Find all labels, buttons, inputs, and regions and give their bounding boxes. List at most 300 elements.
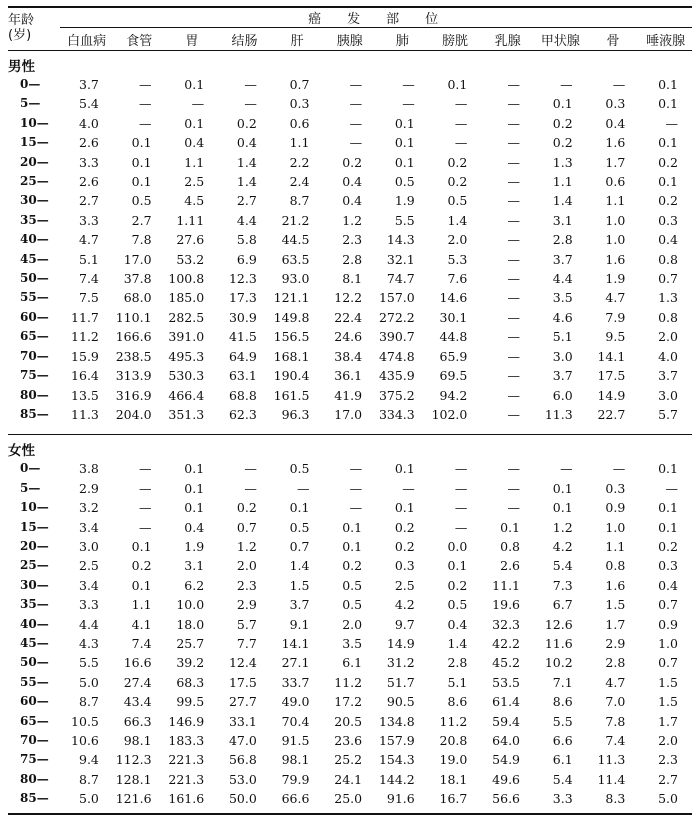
rate-cell: 43.4 xyxy=(123,694,152,710)
rate-cell: 5.1 xyxy=(79,251,99,267)
rate-cell: 4.7 xyxy=(79,232,99,248)
rate-cell: 0.6 xyxy=(605,174,626,190)
rate-cell: — xyxy=(507,309,521,325)
rate-cell: 221.3 xyxy=(168,752,205,768)
rate-cell: 5.5 xyxy=(394,212,415,228)
rate-cell: 4.7 xyxy=(605,674,626,690)
table-row xyxy=(8,153,692,172)
rate-cell: 0.4 xyxy=(342,193,363,209)
table-row xyxy=(8,537,692,556)
rate-cell: 30.1 xyxy=(439,309,468,325)
rate-cell: 14.1 xyxy=(597,348,626,364)
rate-cell: 1.1 xyxy=(184,154,205,170)
rate-cell: 0.2 xyxy=(342,154,363,170)
rate-cell: 14.9 xyxy=(597,387,626,403)
rate-cell: 14.6 xyxy=(439,290,468,306)
age-group-cell: 50— xyxy=(20,271,49,286)
rate-cell: 63.5 xyxy=(281,251,310,267)
rate-cell: 4.4 xyxy=(79,616,99,632)
rate-cell: 474.8 xyxy=(378,348,415,364)
rate-cell: — xyxy=(349,461,363,477)
age-group-cell: 20— xyxy=(20,154,49,169)
rate-cell: 0.5 xyxy=(447,597,468,613)
rate-cell: — xyxy=(507,480,521,496)
rate-cell: 14.1 xyxy=(281,635,310,651)
rate-cell: 8.6 xyxy=(447,694,468,710)
rate-cell: 5.4 xyxy=(552,771,573,787)
rate-cell: 1.0 xyxy=(605,212,626,228)
rate-cell: 121.6 xyxy=(115,791,152,807)
rate-cell: 7.3 xyxy=(552,577,573,593)
rate-cell: 5.7 xyxy=(658,406,678,422)
rate-cell: 8.6 xyxy=(552,694,573,710)
rate-cell: 2.5 xyxy=(79,558,99,574)
rate-cell: 6.7 xyxy=(552,597,573,613)
rate-cell: — xyxy=(507,212,521,228)
rate-cell: 56.8 xyxy=(228,752,257,768)
rate-cell: 33.7 xyxy=(281,674,310,690)
rate-cell: — xyxy=(507,251,521,267)
rate-cell: 2.7 xyxy=(79,193,99,209)
rate-cell: — xyxy=(665,115,678,131)
rate-cell: 435.9 xyxy=(378,368,415,384)
rate-cell: 27.4 xyxy=(123,674,152,690)
age-group-cell: 5— xyxy=(20,480,41,495)
rate-cell: 68.3 xyxy=(176,674,205,690)
rate-cell: 272.2 xyxy=(378,309,415,325)
age-group-cell: 30— xyxy=(20,193,49,208)
age-group-cell: 65— xyxy=(20,713,49,728)
rate-cell: — xyxy=(139,461,152,477)
rate-cell: 10.2 xyxy=(544,655,573,671)
age-group-cell: 10— xyxy=(20,115,49,130)
table-row xyxy=(8,308,692,327)
rate-cell: 0.1 xyxy=(131,538,152,554)
rate-cell: 0.1 xyxy=(658,96,678,112)
age-group-cell: 65— xyxy=(20,329,49,344)
rate-cell: 0.1 xyxy=(289,500,310,516)
rate-cell: 66.6 xyxy=(281,791,310,807)
rate-cell: 530.3 xyxy=(168,368,205,384)
rate-cell: 5.7 xyxy=(236,616,257,632)
rate-cell: 68.0 xyxy=(123,290,152,306)
age-group-cell: 10— xyxy=(20,500,49,515)
table-row xyxy=(8,750,692,769)
rate-cell: 204.0 xyxy=(115,406,152,422)
table-row xyxy=(8,191,692,210)
rate-cell: 0.7 xyxy=(289,538,310,554)
column-header: 食管 xyxy=(126,34,153,49)
rate-cell: 23.6 xyxy=(334,733,363,748)
rate-cell: — xyxy=(507,406,521,422)
age-group-cell: 45— xyxy=(20,251,49,266)
rate-cell: 44.8 xyxy=(439,329,468,345)
table-row xyxy=(8,518,692,537)
rate-cell: — xyxy=(402,480,415,496)
rate-cell: 7.8 xyxy=(131,232,152,248)
rate-cell: 0.5 xyxy=(394,174,415,190)
rate-cell: — xyxy=(612,77,626,92)
cancer-incidence-table xyxy=(8,6,692,815)
rate-cell: — xyxy=(507,135,521,151)
rate-cell: 6.6 xyxy=(552,733,573,748)
rate-cell: 2.7 xyxy=(131,212,152,228)
table-row xyxy=(8,595,692,614)
rate-cell: 2.9 xyxy=(79,480,99,496)
rate-cell: 49.0 xyxy=(281,694,310,710)
table-row xyxy=(8,634,692,653)
age-group-cell: 25— xyxy=(20,174,49,189)
rate-cell: 4.0 xyxy=(658,348,678,364)
age-group-cell: 15— xyxy=(20,519,49,534)
rate-cell: 3.2 xyxy=(79,500,99,516)
rate-cell: — xyxy=(507,232,521,248)
rate-cell: — xyxy=(244,77,257,92)
rate-cell: 4.4 xyxy=(552,271,573,287)
rate-cell: 9.1 xyxy=(289,616,310,632)
rate-cell: 1.0 xyxy=(605,232,626,248)
rate-cell: 0.3 xyxy=(394,558,415,574)
rate-cell: 2.6 xyxy=(79,174,99,190)
rate-cell: — xyxy=(560,77,573,92)
rate-cell: 25.2 xyxy=(334,752,363,768)
rate-cell: 1.5 xyxy=(658,674,678,690)
rate-cell: 0.1 xyxy=(184,115,205,131)
rate-cell: 0.1 xyxy=(658,135,678,151)
rate-cell: 22.4 xyxy=(334,309,363,325)
rate-cell: 53.2 xyxy=(176,251,205,267)
rate-cell: 0.1 xyxy=(658,174,678,190)
rate-cell: 2.0 xyxy=(658,329,678,345)
rate-cell: — xyxy=(349,77,363,92)
rate-cell: 0.1 xyxy=(500,519,521,535)
rate-cell: 0.1 xyxy=(131,174,152,190)
rate-cell: 0.2 xyxy=(552,135,573,151)
rate-cell: 0.2 xyxy=(394,538,415,554)
rate-cell: 21.2 xyxy=(281,212,310,228)
rate-cell: 93.0 xyxy=(281,271,310,287)
rate-cell: 27.7 xyxy=(228,694,257,710)
rate-cell: 0.1 xyxy=(184,77,205,92)
rate-cell: 0.8 xyxy=(658,309,678,325)
table-row xyxy=(8,386,692,405)
age-group-cell: 55— xyxy=(20,674,49,689)
table-row xyxy=(8,459,692,478)
rate-cell: 7.7 xyxy=(236,635,257,651)
rate-cell: 6.2 xyxy=(184,577,205,593)
rate-cell: 0.1 xyxy=(394,500,415,516)
rate-cell: 64.9 xyxy=(228,348,257,364)
rate-cell: — xyxy=(507,368,521,384)
table-row xyxy=(8,712,692,731)
rate-cell: 2.9 xyxy=(236,597,257,613)
rate-cell: 128.1 xyxy=(115,771,152,787)
rate-cell: 20.8 xyxy=(439,733,468,748)
rate-cell: 4.7 xyxy=(605,290,626,306)
table-row xyxy=(8,770,692,789)
rate-cell: 1.4 xyxy=(236,154,257,170)
rate-cell: 1.9 xyxy=(605,271,626,287)
age-group-cell: 75— xyxy=(20,368,49,383)
table-row xyxy=(8,114,692,133)
rate-cell: 15.9 xyxy=(71,348,99,364)
rate-cell: 50.0 xyxy=(228,791,257,807)
rate-cell: — xyxy=(296,480,310,496)
rate-cell: 0.5 xyxy=(447,193,468,209)
rate-cell: 0.7 xyxy=(658,271,678,287)
rate-cell: — xyxy=(454,480,468,496)
column-header: 甲状腺 xyxy=(540,34,580,49)
rate-cell: 13.5 xyxy=(71,387,99,403)
rate-cell: 11.3 xyxy=(597,752,626,768)
rate-cell: 2.8 xyxy=(447,655,468,671)
rate-cell: 59.4 xyxy=(492,713,521,729)
age-group-cell: 0— xyxy=(20,461,41,476)
rate-cell: 7.1 xyxy=(552,674,573,690)
rate-cell: 1.7 xyxy=(605,616,626,632)
rate-cell: 190.4 xyxy=(273,368,310,384)
rate-cell: 32.3 xyxy=(492,616,521,632)
section-title: 男性 xyxy=(8,59,35,75)
rate-cell: — xyxy=(507,461,521,477)
column-header: 唾液腺 xyxy=(646,34,686,49)
table-row xyxy=(8,615,692,634)
rate-cell: 0.7 xyxy=(289,77,310,92)
rate-cell: 18.1 xyxy=(439,771,468,787)
rate-cell: 63.1 xyxy=(228,368,257,384)
rate-cell: 5.4 xyxy=(79,96,99,112)
rate-cell: 0.6 xyxy=(289,115,310,131)
table-row xyxy=(8,653,692,672)
rate-cell: 12.6 xyxy=(544,616,573,632)
rate-cell: 12.3 xyxy=(228,271,257,287)
rate-cell: 121.1 xyxy=(273,290,310,306)
rate-cell: 8.3 xyxy=(605,791,626,807)
rate-cell: — xyxy=(507,77,521,92)
rate-cell: 157.9 xyxy=(378,733,415,748)
rate-cell: 0.4 xyxy=(447,616,468,632)
rate-cell: 5.0 xyxy=(658,791,678,807)
rate-cell: 6.0 xyxy=(552,387,573,403)
rate-cell: 0.1 xyxy=(658,77,678,92)
rate-cell: 3.1 xyxy=(184,558,205,574)
rate-cell: 1.1 xyxy=(605,538,626,554)
rate-cell: 0.3 xyxy=(605,480,626,496)
rate-cell: 4.1 xyxy=(131,616,152,632)
column-header: 结肠 xyxy=(231,34,258,49)
rate-cell: 10.5 xyxy=(71,713,99,729)
rate-cell: — xyxy=(402,96,415,112)
table-row xyxy=(8,366,692,385)
rate-cell: 0.8 xyxy=(658,251,678,267)
rate-cell: 0.8 xyxy=(500,538,521,554)
rate-cell: 1.0 xyxy=(605,519,626,535)
rate-cell: 161.6 xyxy=(168,791,205,807)
rate-cell: 1.1 xyxy=(289,135,310,151)
rate-cell: 16.4 xyxy=(71,368,99,384)
rate-cell: — xyxy=(139,77,152,92)
rate-cell: 0.4 xyxy=(342,174,363,190)
rate-cell: 7.4 xyxy=(605,733,626,748)
rate-cell: 3.8 xyxy=(79,461,99,477)
age-group-cell: 55— xyxy=(20,290,49,305)
rate-cell: 11.3 xyxy=(71,406,99,422)
rate-cell: — xyxy=(665,480,678,496)
table-row xyxy=(8,250,692,269)
rate-cell: 157.0 xyxy=(378,290,415,306)
rate-cell: 5.8 xyxy=(236,232,257,248)
rate-cell: — xyxy=(454,461,468,477)
rate-cell: 18.0 xyxy=(176,616,205,632)
rate-cell: 0.5 xyxy=(289,519,310,535)
rate-cell: — xyxy=(349,500,363,516)
rate-cell: 1.9 xyxy=(184,538,205,554)
rate-cell: 17.2 xyxy=(334,694,363,710)
table-row xyxy=(8,288,692,307)
site-group-header: 癌发部位 xyxy=(60,8,692,28)
rate-cell: 2.8 xyxy=(342,251,363,267)
rate-cell: 8.7 xyxy=(289,193,310,209)
rate-cell: 1.1 xyxy=(552,174,573,190)
rate-cell: 37.8 xyxy=(123,271,152,287)
rate-cell: 0.1 xyxy=(447,77,468,92)
rate-cell: 74.7 xyxy=(386,271,415,287)
rate-cell: — xyxy=(507,348,521,364)
rate-cell: 1.11 xyxy=(176,212,205,228)
rate-cell: 2.0 xyxy=(342,616,363,632)
table-row xyxy=(8,731,692,750)
rate-cell: 0.1 xyxy=(131,577,152,593)
table-row xyxy=(8,576,692,595)
rate-cell: 53.5 xyxy=(492,674,521,690)
rate-cell: 2.2 xyxy=(289,154,310,170)
column-header: 骨 xyxy=(606,34,620,49)
rate-cell: 38.4 xyxy=(334,348,363,364)
rate-cell: 66.3 xyxy=(123,713,152,729)
rate-cell: 166.6 xyxy=(115,329,152,345)
rate-cell: 110.1 xyxy=(115,309,152,325)
rate-cell: — xyxy=(507,271,521,287)
rate-cell: 1.2 xyxy=(236,538,257,554)
rate-cell: 0.1 xyxy=(184,461,205,477)
rate-cell: 91.6 xyxy=(386,791,415,807)
rate-cell: 0.4 xyxy=(184,135,205,151)
table-row xyxy=(8,405,692,424)
rate-cell: 10.6 xyxy=(71,733,99,748)
rate-cell: 24.6 xyxy=(334,329,363,345)
rate-cell: 3.5 xyxy=(552,290,573,306)
age-group-cell: 80— xyxy=(20,771,49,786)
rate-cell: — xyxy=(454,115,468,131)
table-row xyxy=(8,269,692,288)
rate-cell: 6.1 xyxy=(342,655,363,671)
rate-cell: 39.2 xyxy=(176,655,205,671)
table-row xyxy=(8,556,692,575)
rate-cell: 53.0 xyxy=(228,771,257,787)
rate-cell: 12.4 xyxy=(228,655,257,671)
age-group-cell: 80— xyxy=(20,387,49,402)
rate-cell: 0.3 xyxy=(289,96,310,112)
age-group-cell: 35— xyxy=(20,212,49,227)
rate-cell: 9.4 xyxy=(79,752,99,768)
rate-cell: 0.1 xyxy=(658,519,678,535)
rate-cell: 0.5 xyxy=(342,577,363,593)
rate-cell: 16.6 xyxy=(123,655,152,671)
age-header-line2: (岁) xyxy=(8,27,32,43)
rate-cell: 0.5 xyxy=(289,461,310,477)
rate-cell: 149.8 xyxy=(273,309,310,325)
rate-cell: — xyxy=(560,461,573,477)
rate-cell: 17.0 xyxy=(334,406,363,422)
rate-cell: 11.3 xyxy=(544,406,573,422)
rate-cell: — xyxy=(507,115,521,131)
rate-cell: 14.9 xyxy=(386,635,415,651)
rate-cell: 0.4 xyxy=(658,577,678,593)
rate-cell: 3.0 xyxy=(658,387,678,403)
rate-cell: 8.7 xyxy=(79,694,99,710)
rate-cell: — xyxy=(507,387,521,403)
rate-cell: 42.2 xyxy=(492,635,521,651)
rate-cell: 19.0 xyxy=(439,752,468,768)
rate-cell: 316.9 xyxy=(115,387,152,403)
rate-cell: 0.3 xyxy=(605,96,626,112)
rate-cell: 466.4 xyxy=(168,387,205,403)
table-row xyxy=(8,133,692,152)
rate-cell: 221.3 xyxy=(168,771,205,787)
table-row xyxy=(8,498,692,517)
table-row xyxy=(8,692,692,711)
rate-cell: 20.5 xyxy=(334,713,363,729)
rate-cell: 0.1 xyxy=(658,461,678,477)
age-group-cell: 60— xyxy=(20,694,49,709)
rate-cell: 62.3 xyxy=(228,406,257,422)
rate-cell: 27.6 xyxy=(176,232,205,248)
rate-cell: 0.1 xyxy=(184,500,205,516)
rate-cell: 24.1 xyxy=(334,771,363,787)
rate-cell: — xyxy=(139,115,152,131)
rate-cell: 154.3 xyxy=(378,752,415,768)
rate-cell: 3.0 xyxy=(552,348,573,364)
rate-cell: 102.0 xyxy=(431,406,468,422)
rate-cell: 11.7 xyxy=(71,309,99,325)
rate-cell: 7.0 xyxy=(605,694,626,710)
rate-cell: 3.3 xyxy=(79,154,99,170)
rate-cell: 334.3 xyxy=(378,406,415,422)
rate-cell: 17.5 xyxy=(597,368,626,384)
rate-cell: 9.7 xyxy=(394,616,415,632)
rate-cell: 2.7 xyxy=(658,771,678,787)
rate-cell: 27.1 xyxy=(281,655,310,671)
table-row xyxy=(8,94,692,113)
section-title: 女性 xyxy=(8,443,35,460)
rate-cell: — xyxy=(612,461,626,477)
rate-cell: — xyxy=(507,329,521,345)
rate-cell: 1.2 xyxy=(342,212,363,228)
rate-cell: 69.5 xyxy=(439,368,468,384)
rate-cell: 98.1 xyxy=(123,733,152,748)
table-row xyxy=(8,75,692,94)
age-group-cell: 75— xyxy=(20,752,49,767)
rate-cell: 17.3 xyxy=(228,290,257,306)
rate-cell: 3.7 xyxy=(552,368,573,384)
table-row xyxy=(8,172,692,191)
rate-cell: 0.7 xyxy=(236,519,257,535)
rate-cell: — xyxy=(139,519,152,535)
rate-cell: 0.2 xyxy=(447,174,468,190)
table-row xyxy=(8,789,692,808)
rate-cell: 2.0 xyxy=(447,232,468,248)
age-group-cell: 50— xyxy=(20,655,49,670)
